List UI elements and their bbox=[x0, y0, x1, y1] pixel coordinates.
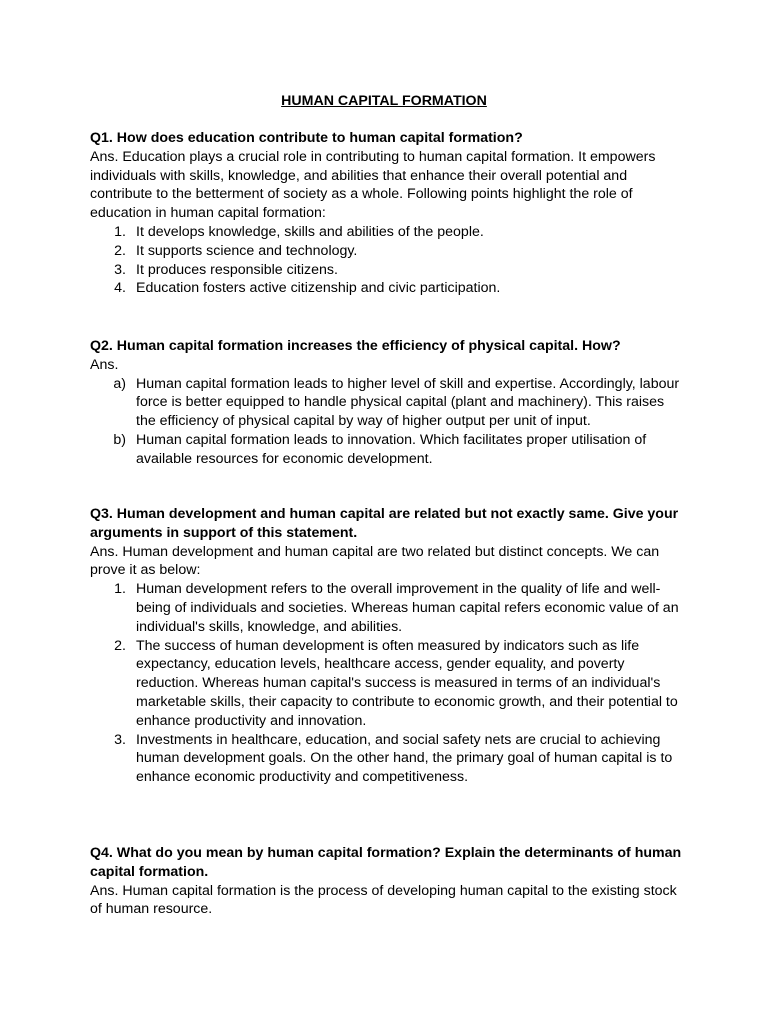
question-3-section bbox=[90, 505, 682, 787]
list-item bbox=[90, 580, 682, 636]
list-item bbox=[90, 279, 682, 298]
list-item bbox=[90, 223, 682, 242]
list-item-text: It develops knowledge, skills and abilities of the people. bbox=[136, 223, 484, 240]
list-item bbox=[90, 637, 682, 731]
list-item bbox=[90, 242, 682, 261]
question-3-heading: Q3. Human development and human capital are related but not exactly same. Give your arguments in support of this statement. bbox=[90, 506, 679, 541]
list-marker: 1. bbox=[114, 223, 126, 240]
question-2-section bbox=[90, 337, 682, 469]
question-3-list bbox=[90, 580, 682, 787]
question-4-answer: Ans. Human capital formation is the process of developing human capital to the existing stock of human resource. bbox=[90, 882, 677, 918]
question-4-heading: Q4. What do you mean by human capital formation? Explain the determinants of human capital formation. bbox=[90, 845, 682, 880]
list-marker: a) bbox=[113, 375, 126, 392]
question-1-answer: Ans. Education plays a crucial role in contributing to human capital formation. It empowers individuals with skills, knowledge, and abilities that enhance their overall potential and contribute to the betterment of society as a whole. Following points highlight the role of education in human capital formation: bbox=[90, 148, 656, 222]
question-2-list bbox=[90, 375, 682, 469]
question-2-heading: Q2. Human capital formation increases the efficiency of physical capital. How? bbox=[90, 338, 621, 354]
list-item-text: Education fosters active citizenship and civic participation. bbox=[136, 280, 501, 297]
question-1-section bbox=[90, 129, 682, 298]
list-marker: 2. bbox=[114, 637, 126, 654]
list-item-text: It produces responsible citizens. bbox=[136, 261, 338, 278]
question-1-list bbox=[90, 223, 682, 298]
list-marker: 1. bbox=[114, 581, 126, 598]
question-2-answer: Ans. bbox=[90, 356, 119, 373]
list-item-text: Human capital formation leads to higher level of skill and expertise. Accordingly, labour force is better equipped to handle physical capital (plant and machinery). This raises the efficiency of physical capital by way of higher output per unit of input. bbox=[136, 375, 680, 430]
question-3-answer: Ans. Human development and human capital are two related but distinct concepts. We can prove it as below: bbox=[90, 543, 660, 579]
list-marker: 3. bbox=[114, 731, 126, 748]
question-1-heading: Q1. How does education contribute to human capital formation? bbox=[90, 130, 523, 146]
list-item bbox=[90, 731, 682, 787]
list-marker: 2. bbox=[114, 242, 126, 259]
list-item bbox=[90, 261, 682, 280]
list-item-text: It supports science and technology. bbox=[136, 242, 358, 259]
list-item-text: The success of human development is often measured by indicators such as life expectancy, education levels, healthcare access, gender equality, and poverty reduction. Whereas human capital's success is measured in terms of an individual's marketable skills, their capacity to contribute to economic growth, and their potential to enhance productivity and innovation. bbox=[136, 637, 678, 729]
list-item-text: Human development refers to the overall improvement in the quality of life and well-being of individuals and societies. Whereas human capital refers economic value of an individual's skills, knowledge, and abilities. bbox=[136, 581, 679, 635]
list-marker: 4. bbox=[114, 280, 126, 297]
list-item bbox=[90, 431, 682, 469]
list-marker: 3. bbox=[114, 261, 126, 278]
question-4-section bbox=[90, 844, 682, 919]
list-item-text: Investments in healthcare, education, and social safety nets are crucial to achieving human development goals. On the other hand, the primary goal of human capital is to enhance economic productivity and competitiveness. bbox=[136, 731, 673, 786]
page-title: HUMAN CAPITAL FORMATION bbox=[281, 93, 487, 109]
list-item-text: Human capital formation leads to innovation. Which facilitates proper utilisation of available resources for economic development. bbox=[136, 431, 647, 467]
list-marker: b) bbox=[113, 431, 126, 448]
list-item bbox=[90, 375, 682, 431]
